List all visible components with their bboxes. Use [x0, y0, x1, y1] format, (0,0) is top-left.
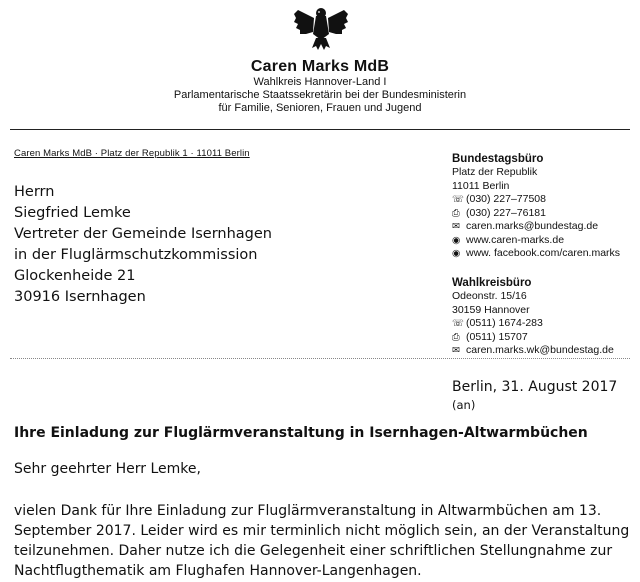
facebook-link[interactable]: www. facebook.com/caren.marks — [466, 247, 621, 259]
office-address-line: Platz der Republik — [452, 166, 538, 178]
recipient-line: in der Fluglärmschutzkommission — [14, 247, 258, 263]
salutation: Sehr geehrter Herr Lemke, — [14, 461, 201, 477]
letter-body — [14, 501, 634, 581]
body-line: Nachtflugthematik am Flughafen Hannover-Langenhagen. — [14, 563, 422, 579]
bundestagsbuero-title: Bundestagsbüro — [452, 153, 544, 165]
fax-number: (030) 227–76181 — [466, 206, 546, 219]
website-link[interactable]: www.caren-marks.de — [466, 233, 565, 246]
bundestagsbuero-block — [452, 152, 620, 261]
office-address-line: 30159 Hannover — [452, 303, 530, 316]
phone-number: (0511) 1674-283 — [466, 317, 543, 329]
letterhead-name: Caren Marks MdB — [250, 58, 390, 75]
email-icon: ✉ — [452, 221, 460, 232]
fax-number: (0511) 15707 — [466, 330, 528, 343]
federal-eagle-icon — [292, 4, 350, 52]
email-link[interactable]: caren.marks@bundestag.de — [466, 220, 599, 232]
wahlkreisbuero-title: Wahlkreisbüro — [452, 277, 532, 289]
email-icon: ✉ — [452, 345, 460, 356]
fold-mark-line — [10, 358, 630, 359]
recipient-address — [14, 182, 272, 308]
recipient-line: Siegfried Lemke — [14, 205, 131, 221]
body-line: vielen Dank für Ihre Einladung zur Fluglärmveranstaltung in Altwarmbüchen am 13. — [14, 503, 602, 519]
phone-icon: ☏ — [452, 318, 464, 329]
letterhead-position: Parlamentarische Staatssekretärin bei der Bundesministerin — [173, 89, 467, 101]
letter-date: Berlin, 31. August 2017 — [452, 379, 618, 395]
wahlkreisbuero-block — [452, 276, 614, 358]
sender-return-address: Caren Marks MdB · Platz der Republik 1 · 11011 Berlin — [14, 148, 250, 159]
phone-number: (030) 227–77508 — [466, 193, 546, 205]
recipient-line: 30916 Isernhagen — [14, 289, 146, 305]
letter-subject: Ihre Einladung zur Fluglärmveranstaltung in Isernhagen-Altwarmbüchen — [14, 425, 588, 441]
body-line: teilzunehmen. Daher nutze ich die Gelegenheit einer schriftlichen Stellungnahme zur — [14, 543, 613, 559]
email-link[interactable]: caren.marks.wk@bundestag.de — [466, 344, 614, 356]
recipient-line: Glockenheide 21 — [14, 268, 136, 284]
letterhead — [0, 58, 640, 115]
fax-icon: ⎙ — [452, 331, 460, 343]
office-address-line: 11011 Berlin — [452, 179, 510, 192]
globe-icon: ◉ — [452, 234, 461, 246]
globe-icon: ◉ — [452, 248, 461, 259]
fax-icon: ⎙ — [452, 207, 460, 219]
letterhead-ministry: für Familie, Senioren, Frauen und Jugend — [218, 102, 422, 114]
recipient-line: Vertreter der Gemeinde Isernhagen — [14, 226, 272, 242]
letterhead-constituency: Wahlkreis Hannover-Land I — [253, 76, 387, 88]
phone-icon: ☏ — [452, 194, 464, 205]
date-note: (an) — [452, 398, 476, 412]
recipient-line: Herrn — [14, 184, 55, 200]
body-line: September 2017. Leider wird es mir terminlich nicht möglich sein, an der Veranstaltung — [14, 523, 630, 539]
office-address-line: Odeonstr. 15/16 — [452, 290, 527, 302]
header-divider — [10, 129, 630, 130]
